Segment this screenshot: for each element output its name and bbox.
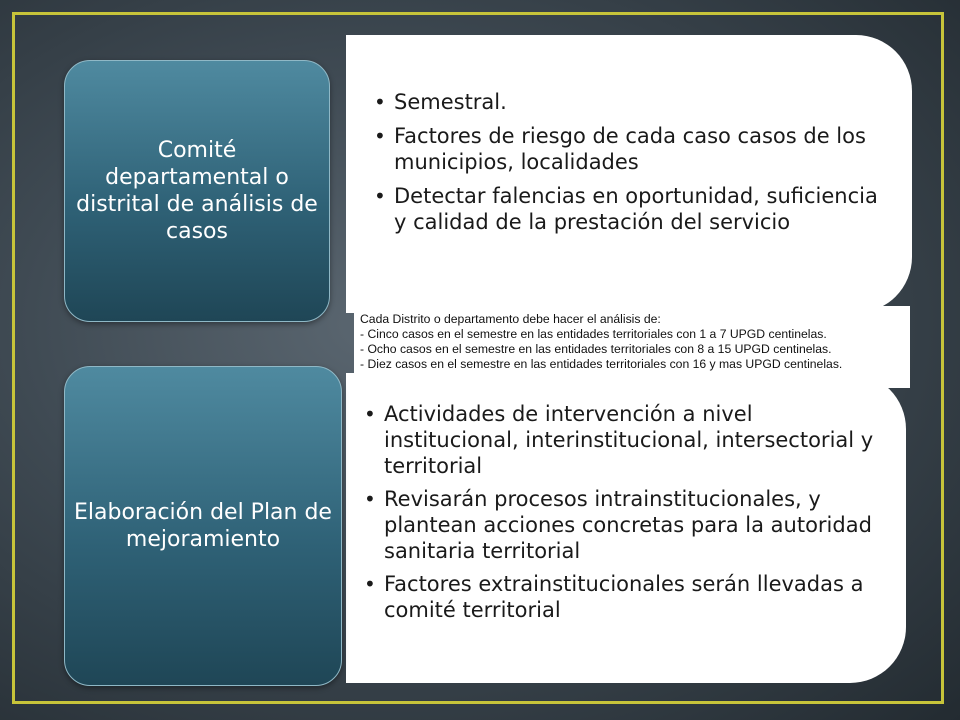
bullet-item: • Factores extrainstitucionales serán llevadas a comité territorial [358, 571, 888, 623]
note-line: - Diez casos en el semestre en las entidades territoriales con 16 y mas UPGD centinelas. [360, 357, 843, 371]
bullet-item: • Detectar falencias en oportunidad, suficiencia y calidad de la prestación del servicio [368, 183, 888, 235]
note-line: - Cinco casos en el semestre en las entidades territoriales con 1 a 7 UPGD centinelas. [360, 327, 827, 341]
section1-title: Comité departamental o distrital de análisis de casos [76, 138, 318, 244]
note-line: Cada Distrito o departamento debe hacer el análisis de: [360, 312, 661, 326]
section2-title-box [64, 366, 342, 686]
bullet-item: • Actividades de intervención a nivel institucional, interinstitucional, intersectorial y territorial [358, 401, 888, 479]
section2-title: Elaboración del Plan de mejoramiento [74, 500, 332, 552]
section1-content-panel [346, 35, 912, 313]
bullet-item: • Semestral. [368, 89, 888, 115]
section1-bullet-list [368, 89, 888, 243]
section2-content-panel [346, 373, 906, 683]
bullet-item: • Revisarán procesos intrainstitucionales, y plantean acciones concretas para la autoridad sanitaria territorial [358, 486, 888, 564]
section1-title-box [64, 60, 330, 322]
bullet-item: • Factores de riesgo de cada caso casos de los municipios, localidades [368, 123, 888, 175]
note-line: - Ocho casos en el semestre en las entidades territoriales con 8 a 15 UPGD centinelas. [360, 342, 832, 356]
section2-bullet-list [358, 401, 888, 630]
